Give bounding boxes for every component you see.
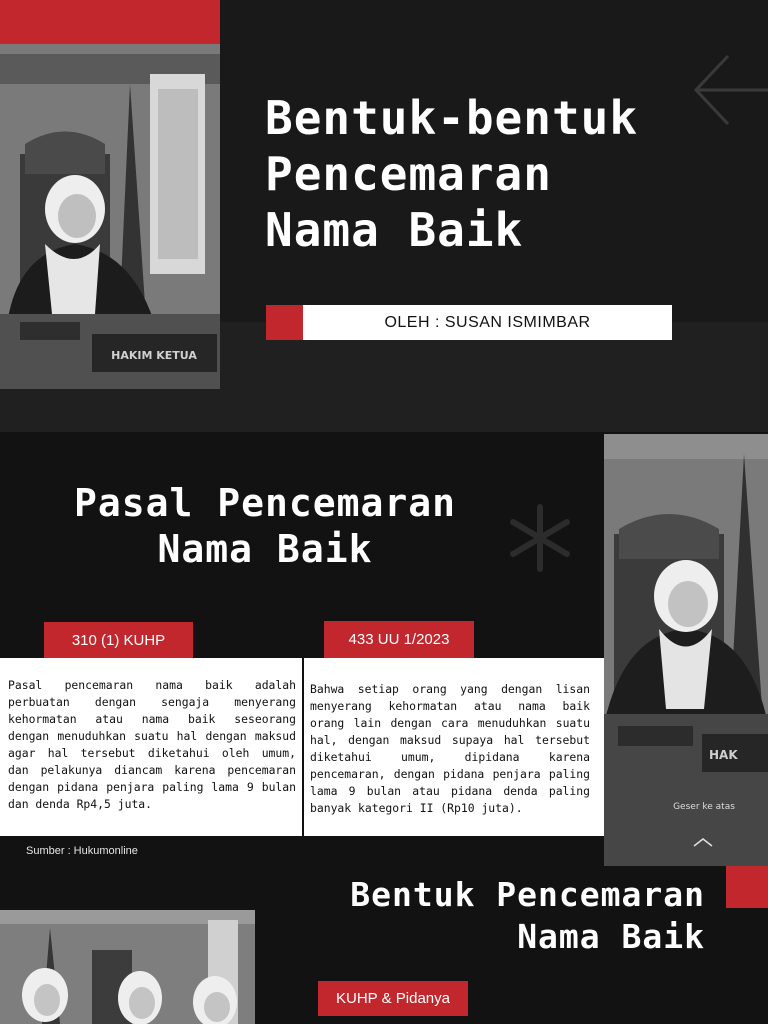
label-kuhp-pidana [318, 981, 468, 1016]
chevron-up-icon[interactable] [692, 834, 714, 848]
cover-title-line-3: Nama Baik [265, 203, 524, 257]
photo-right-sign-text: HAK [709, 748, 738, 762]
bentuk-title [270, 874, 705, 958]
cover-title [265, 90, 735, 258]
judge-photo [0, 44, 220, 389]
label-kuhp-310-text: 310 (1) KUHP [71, 631, 166, 649]
judge-photo-right [604, 434, 768, 866]
pasal-title-line-2: Nama Baik [157, 527, 373, 571]
cover-title-line-2: Pencemaran [265, 147, 552, 201]
bentuk-title-line-1: Bentuk Pencemaran [350, 875, 705, 914]
pasal-310-text: Pasal pencemaran nama baik adalah perbuatan dengan sengaja menyerang kehormatan atau nama baik seseorang dengan menuduhkan suatu hal dengan maksud agar hal tersebut diketahui oleh umum, dan pelakunya diancam karena pencemaran dengan pidana penjara paling lama 9 bulan dan denda Rp4,5 juta. [8, 678, 296, 811]
red-accent-bar [0, 0, 220, 44]
label-uu-433 [324, 621, 474, 658]
label-kuhp-310 [44, 622, 193, 658]
label-uu-433-text: 433 UU 1/2023 [348, 631, 450, 648]
source-text: Sumber : Hukumonline [26, 845, 138, 857]
asterisk-icon [505, 503, 575, 573]
pasal-433-text: Bahwa setiap orang yang dengan lisan menyerang kehormatan atau nama baik orang lain dengan cara menuduhkan suatu hal, dengan maksud supaya hal tersebut diketahui umum, dipidana karena pencemaran, dengan pidana penjara paling lama 9 bulan atau pidana denda paling banyak kategori II (Rp10 juta). [310, 682, 590, 815]
group-photo [0, 910, 255, 1024]
bentuk-title-line-2: Nama Baik [517, 917, 705, 956]
author-name: OLEH : SUSAN ISMIMBAR [384, 313, 591, 331]
swipe-hint: Geser ke atas [673, 802, 735, 812]
photo-sign-text: HAKIM KETUA [111, 349, 197, 362]
label-kuhp-pidana-text: KUHP & Pidanya [336, 990, 450, 1007]
author-box [303, 305, 672, 340]
author-accent-square [266, 305, 303, 340]
red-accent-square [726, 866, 768, 908]
pasal-title-line-1: Pasal Pencemaran [73, 481, 457, 525]
cover-title-line-1: Bentuk-bentuk [265, 91, 639, 145]
panel-divider [302, 658, 304, 836]
pasal-title [30, 480, 500, 572]
